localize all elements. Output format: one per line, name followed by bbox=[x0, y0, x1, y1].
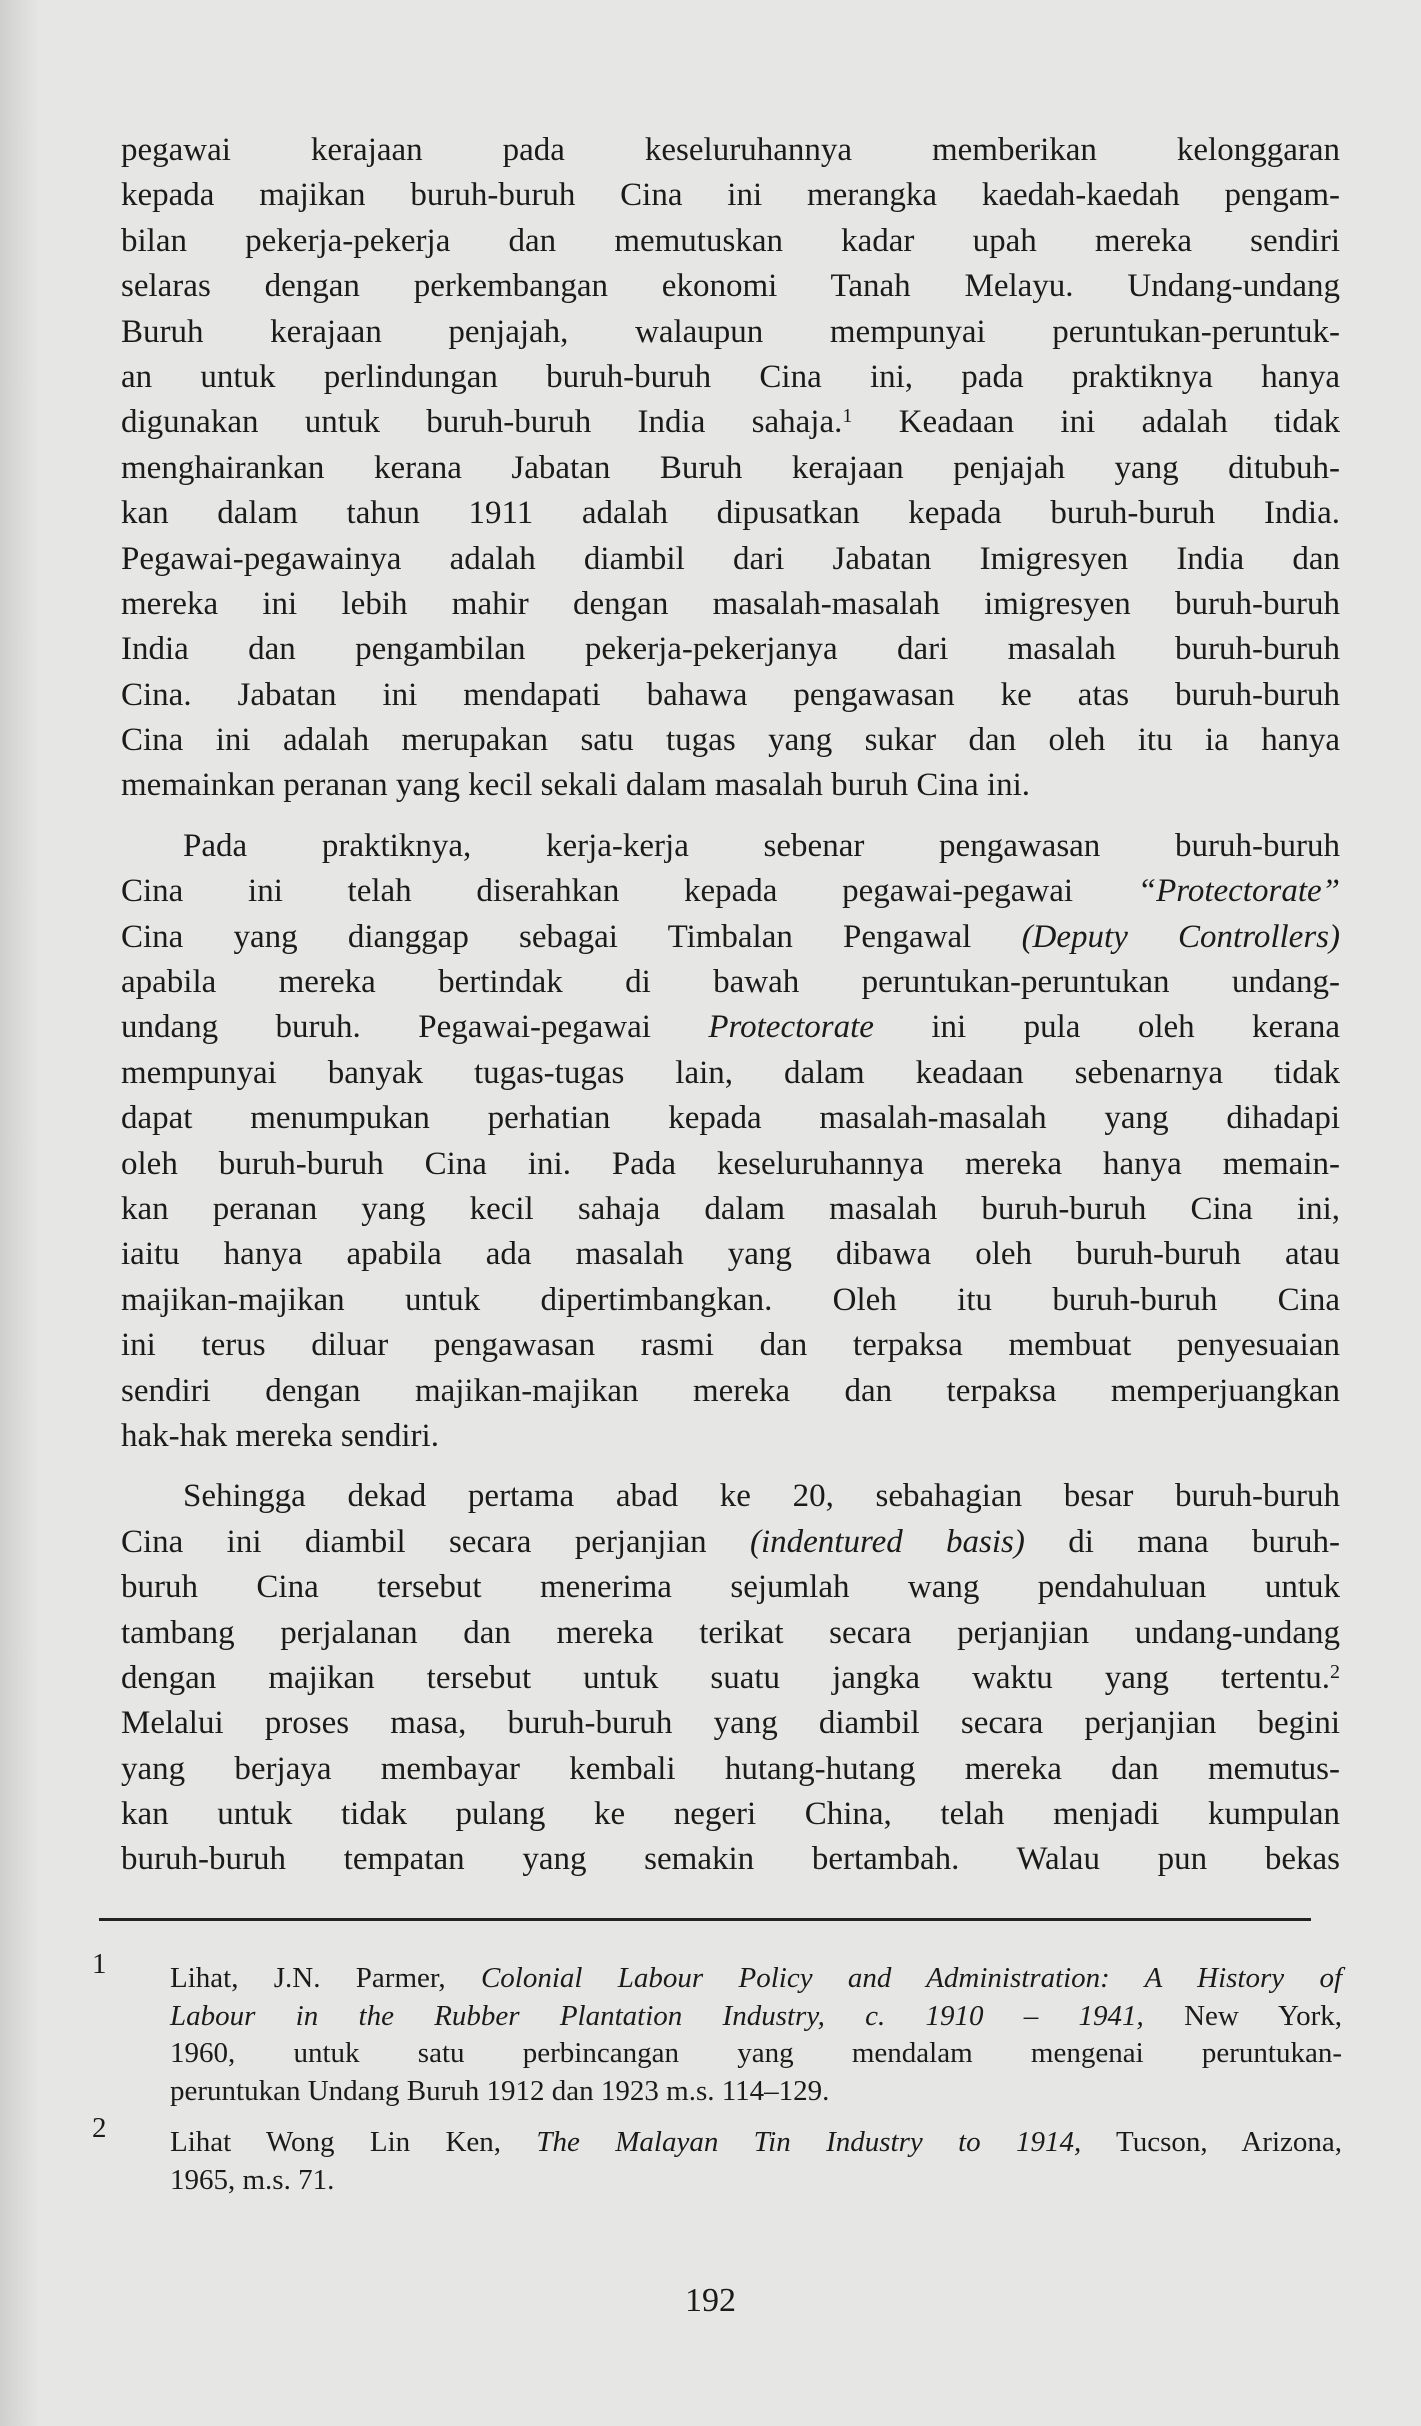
text-line bbox=[121, 869, 1340, 914]
text-line bbox=[121, 1611, 1340, 1656]
text-line bbox=[121, 355, 1340, 400]
text-line bbox=[170, 1960, 1342, 1998]
text-segment: Cina ini adalah merupakan satu tugas yang sukar dan oleh itu ia hanya bbox=[121, 722, 1340, 759]
text-line bbox=[121, 264, 1340, 309]
text-line bbox=[121, 1142, 1340, 1187]
text-line bbox=[121, 310, 1340, 355]
italic-text: Colonial Labour Policy and Administration: A History of bbox=[480, 1962, 1343, 1994]
text-segment: an untuk perlindungan buruh-buruh Cina ini, pada praktiknya hanya bbox=[121, 358, 1340, 395]
text-segment: kan peranan yang kecil sahaja dalam masalah buruh-buruh Cina ini, bbox=[121, 1190, 1340, 1227]
text-line bbox=[121, 718, 1340, 763]
text-segment: Tucson, Arizona, bbox=[1081, 2126, 1343, 2158]
text-line bbox=[121, 400, 1340, 445]
text-segment: Cina. Jabatan ini mendapati bahawa pengawasan ke atas buruh-buruh bbox=[121, 676, 1340, 713]
italic-text: Protectorate bbox=[708, 1009, 874, 1046]
page-edge-shadow bbox=[0, 0, 40, 2426]
text-line bbox=[121, 627, 1340, 672]
text-line bbox=[121, 1323, 1340, 1368]
text-segment: kan dalam tahun 1911 adalah dipusatkan kepada buruh-buruh India. bbox=[121, 495, 1340, 532]
footnote-number: 2 bbox=[92, 2112, 107, 2144]
text-line bbox=[121, 537, 1340, 582]
text-line bbox=[121, 582, 1340, 627]
footnotes bbox=[92, 1948, 1343, 2213]
text-line bbox=[121, 673, 1340, 718]
text-line bbox=[121, 824, 1340, 869]
italic-text: Labour in the Rubber Plantation Industry, c. 1910 – 1941, bbox=[170, 1999, 1144, 2032]
text-segment: ini pula oleh kerana bbox=[873, 1009, 1340, 1046]
italic-text: “Protectorate” bbox=[1137, 873, 1340, 910]
text-segment: Cina ini diambil secara perjanjian bbox=[121, 1523, 750, 1560]
text-segment: mempunyai banyak tugas-tugas lain, dalam keadaan sebenarnya tidak bbox=[121, 1054, 1340, 1091]
text-line bbox=[121, 1414, 1340, 1459]
text-segment: Cina yang dianggap sebagai Timbalan Pengawal bbox=[121, 918, 1022, 955]
footnote-reference[interactable]: 2 bbox=[1330, 1660, 1340, 1683]
footnote bbox=[92, 1948, 1343, 2110]
text-segment: mereka ini lebih mahir dengan masalah-masalah imigresyen buruh-buruh bbox=[121, 585, 1340, 622]
text-segment: Lihat, J.N. Parmer, bbox=[170, 1962, 481, 1994]
text-segment: yang berjaya membayar kembali hutang-hutang mereka dan memutus- bbox=[121, 1750, 1340, 1787]
body-text bbox=[121, 128, 1340, 1898]
text-segment: memainkan peranan yang kecil sekali dalam masalah buruh Cina ini. bbox=[121, 767, 1031, 804]
text-segment: India dan pengambilan pekerja-pekerjanya dari masalah buruh-buruh bbox=[121, 631, 1340, 668]
text-segment: bilan pekerja-pekerja dan memutuskan kadar upah mereka sendiri bbox=[121, 222, 1340, 259]
text-line bbox=[121, 1520, 1340, 1565]
text-line bbox=[121, 128, 1340, 173]
text-segment: hak-hak mereka sendiri. bbox=[121, 1417, 439, 1454]
text-segment: Cina ini telah diserahkan kepada pegawai-pegawai bbox=[121, 873, 1138, 910]
text-segment: pegawai kerajaan pada keseluruhannya memberikan kelonggaran bbox=[121, 132, 1340, 168]
text-line bbox=[121, 1232, 1340, 1277]
text-line bbox=[121, 1792, 1340, 1837]
text-segment: 1965, m.s. 71. bbox=[170, 2163, 335, 2196]
text-line bbox=[121, 1096, 1340, 1141]
italic-text: (Deputy Controllers) bbox=[1021, 918, 1340, 955]
italic-text: (indentured basis) bbox=[749, 1523, 1025, 1560]
text-segment: oleh buruh-buruh Cina ini. Pada keseluruhannya mereka hanya memain- bbox=[121, 1145, 1340, 1182]
text-segment: menghairankan kerana Jabatan Buruh kerajaan penjajah yang ditubuh- bbox=[121, 449, 1340, 486]
text-line bbox=[121, 763, 1340, 808]
text-segment: peruntukan Undang Buruh 1912 dan 1923 m.s. 114–129. bbox=[170, 2074, 830, 2107]
text-line bbox=[170, 1998, 1342, 2036]
footnote bbox=[92, 2112, 1343, 2199]
text-line bbox=[121, 1005, 1340, 1050]
footnote-reference[interactable]: 1 bbox=[842, 405, 853, 428]
paragraph bbox=[121, 824, 1340, 1459]
text-segment: majikan-majikan untuk dipertimbangkan. Oleh itu buruh-buruh Cina bbox=[121, 1281, 1340, 1318]
text-segment: Lihat Wong Lin Ken, bbox=[170, 2126, 537, 2158]
text-segment: kepada majikan buruh-buruh Cina ini merangka kaedah-kaedah pengam- bbox=[121, 177, 1340, 214]
text-line bbox=[121, 173, 1340, 218]
text-line bbox=[121, 915, 1340, 960]
text-line bbox=[170, 2073, 1342, 2111]
text-line bbox=[170, 2035, 1342, 2073]
text-segment: dengan majikan tersebut untuk suatu jangka waktu yang tertentu. bbox=[121, 1659, 1330, 1696]
text-segment: Keadaan ini adalah tidak bbox=[852, 404, 1340, 441]
text-segment: tambang perjalanan dan mereka terikat secara perjanjian undang-undang bbox=[121, 1614, 1340, 1651]
text-segment: sendiri dengan majikan-majikan mereka dan terpaksa memperjuangkan bbox=[121, 1372, 1340, 1409]
text-line bbox=[121, 219, 1340, 264]
text-line bbox=[121, 491, 1340, 536]
paragraph bbox=[121, 1474, 1340, 1883]
text-line bbox=[121, 1837, 1340, 1882]
text-line bbox=[121, 446, 1340, 491]
text-segment: iaitu hanya apabila ada masalah yang dibawa oleh buruh-buruh atau bbox=[121, 1236, 1340, 1273]
footnote-number: 1 bbox=[92, 1948, 107, 1980]
italic-text: The Malayan Tin Industry to 1914, bbox=[536, 2126, 1082, 2158]
text-segment: Sehingga dekad pertama abad ke 20, sebahagian besar buruh-buruh bbox=[183, 1478, 1340, 1515]
footnote-separator bbox=[99, 1918, 1311, 1921]
paragraph bbox=[121, 128, 1340, 809]
text-segment: buruh-buruh tempatan yang semakin bertambah. Walau pun bekas bbox=[121, 1841, 1340, 1878]
text-segment: digunakan untuk buruh-buruh India sahaja. bbox=[121, 404, 843, 441]
text-segment: selaras dengan perkembangan ekonomi Tanah Melayu. Undang-undang bbox=[121, 268, 1340, 305]
text-segment: kan untuk tidak pulang ke negeri China, telah menjadi kumpulan bbox=[121, 1796, 1340, 1833]
text-line bbox=[121, 1565, 1340, 1610]
text-line bbox=[121, 1051, 1340, 1096]
text-line bbox=[170, 2162, 1342, 2200]
text-line bbox=[121, 1701, 1340, 1746]
text-segment: Pegawai-pegawainya adalah diambil dari Jabatan Imigresyen India dan bbox=[121, 540, 1340, 577]
text-segment: apabila mereka bertindak di bawah peruntukan-peruntukan undang- bbox=[121, 964, 1340, 1001]
text-line bbox=[121, 1747, 1340, 1792]
text-segment: Melalui proses masa, buruh-buruh yang diambil secara perjanjian begini bbox=[121, 1705, 1340, 1742]
text-line bbox=[121, 960, 1340, 1005]
text-segment: dapat menumpukan perhatian kepada masalah-masalah yang dihadapi bbox=[121, 1100, 1340, 1137]
text-line bbox=[121, 1474, 1340, 1519]
text-segment: Buruh kerajaan penjajah, walaupun mempunyai peruntukan-peruntuk- bbox=[121, 313, 1340, 350]
text-segment: buruh Cina tersebut menerima sejumlah wang pendahuluan untuk bbox=[121, 1569, 1340, 1606]
text-segment: undang buruh. Pegawai-pegawai bbox=[121, 1009, 709, 1046]
text-line bbox=[170, 2124, 1342, 2162]
page-number: 192 bbox=[685, 2282, 736, 2319]
text-segment: Pada praktiknya, kerja-kerja sebenar pengawasan buruh-buruh bbox=[183, 827, 1340, 864]
text-segment: ini terus diluar pengawasan rasmi dan terpaksa membuat penyesuaian bbox=[121, 1327, 1340, 1364]
text-line bbox=[121, 1656, 1340, 1701]
text-segment: di mana buruh- bbox=[1024, 1523, 1340, 1560]
text-segment: 1960, untuk satu perbincangan yang mendalam mengenai peruntukan- bbox=[170, 2037, 1342, 2069]
text-line bbox=[121, 1278, 1340, 1323]
text-line bbox=[121, 1187, 1340, 1232]
text-segment: New York, bbox=[1143, 1999, 1342, 2032]
text-line bbox=[121, 1369, 1340, 1414]
